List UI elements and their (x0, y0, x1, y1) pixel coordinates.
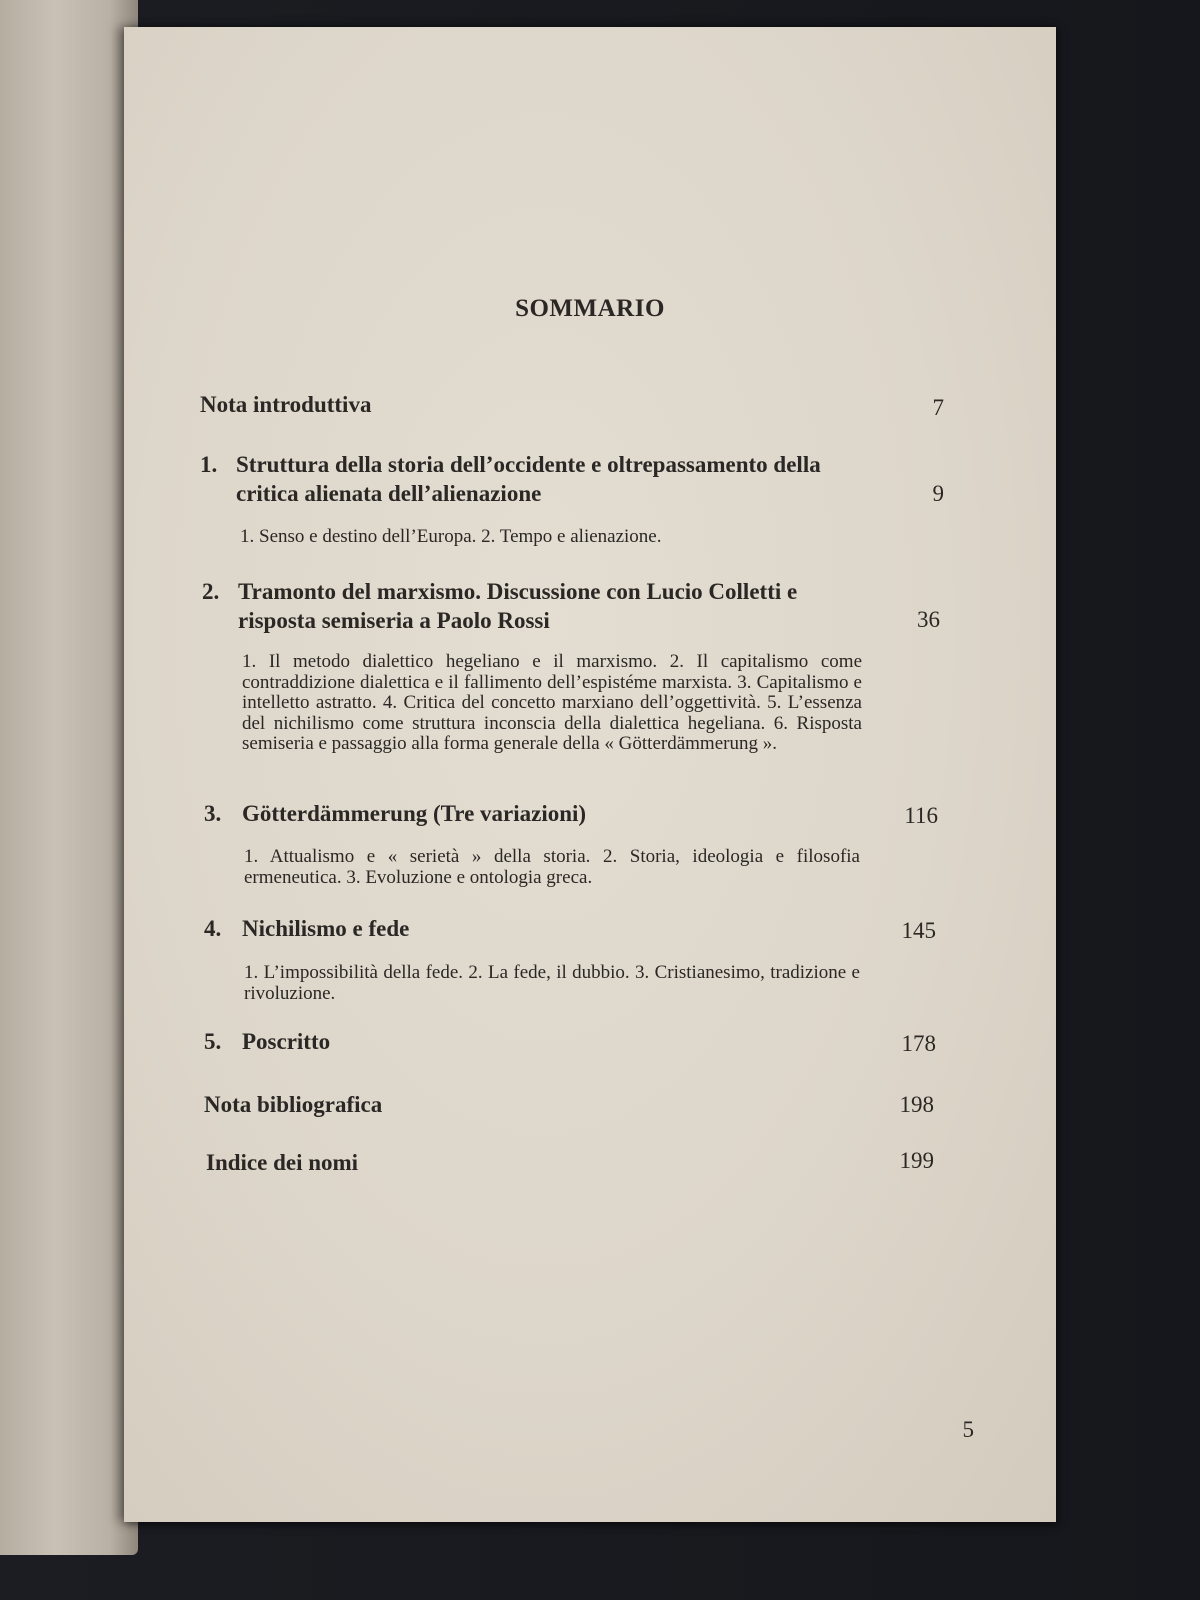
entry-title: Nota bibliografica (204, 1092, 383, 1117)
page-title: SOMMARIO (515, 295, 665, 322)
entry-subtitle: 1. Senso e destino dell’Europa. 2. Tempo e alienazione. (240, 526, 662, 547)
entry-number: 3. (204, 801, 222, 826)
entry-title: Götterdämmerung (Tre variazioni) (242, 801, 587, 826)
entry-title: Nota introduttiva (200, 392, 372, 417)
entry-page-number: 178 (901, 1031, 936, 1056)
page-folio-number: 5 (962, 1417, 974, 1442)
entry-subtitle: 1. Il metodo dialettico hegeliano e il marxismo. 2. Il capitalismo come contraddizione dialettica e il fallimento dell’espistéme marxista. 3. Capitalismo e intelletto astratto. 4. Critica del concetto marxiano dell’oggettività. 5. L’essenza del nichilismo come struttura inconscia della dialettica hegeliana. 6. Risposta semiseria e passaggio alla forma generale della « Götterdämmerung ». (242, 651, 862, 754)
entry-page-number: 36 (917, 607, 940, 632)
entry-subtitle: 1. Attualismo e « serietà » della storia. 2. Storia, ideologia e filosofia ermeneutica. 3. Evoluzione e ontologia greca. (244, 846, 860, 888)
entry-page-number: 7 (932, 395, 944, 420)
entry-page-number: 199 (899, 1148, 934, 1173)
facing-page-edge (0, 0, 138, 1555)
entry-title: Struttura della storia dell’occidente e oltrepassamento della critica alienata dell’alienazione (236, 452, 821, 506)
entry-number: 2. (202, 579, 220, 604)
entry-number: 5. (204, 1029, 222, 1054)
entry-page-number: 116 (904, 803, 938, 828)
entry-subtitle: 1. L’impossibilità della fede. 2. La fede, il dubbio. 3. Cristianesimo, tradizione e rivoluzione. (244, 962, 860, 1004)
entry-page-number: 198 (899, 1092, 934, 1117)
book-page (124, 27, 1056, 1522)
entry-title: Poscritto (242, 1029, 331, 1054)
entry-page-number: 145 (901, 918, 936, 943)
entry-number: 4. (204, 916, 222, 941)
entry-title: Indice dei nomi (206, 1150, 359, 1175)
entry-page-number: 9 (932, 481, 944, 506)
entry-number: 1. (200, 452, 218, 477)
entry-title: Tramonto del marxismo. Discussione con Lucio Colletti e risposta semiseria a Paolo Rossi (238, 579, 798, 633)
entry-title: Nichilismo e fede (242, 916, 410, 941)
